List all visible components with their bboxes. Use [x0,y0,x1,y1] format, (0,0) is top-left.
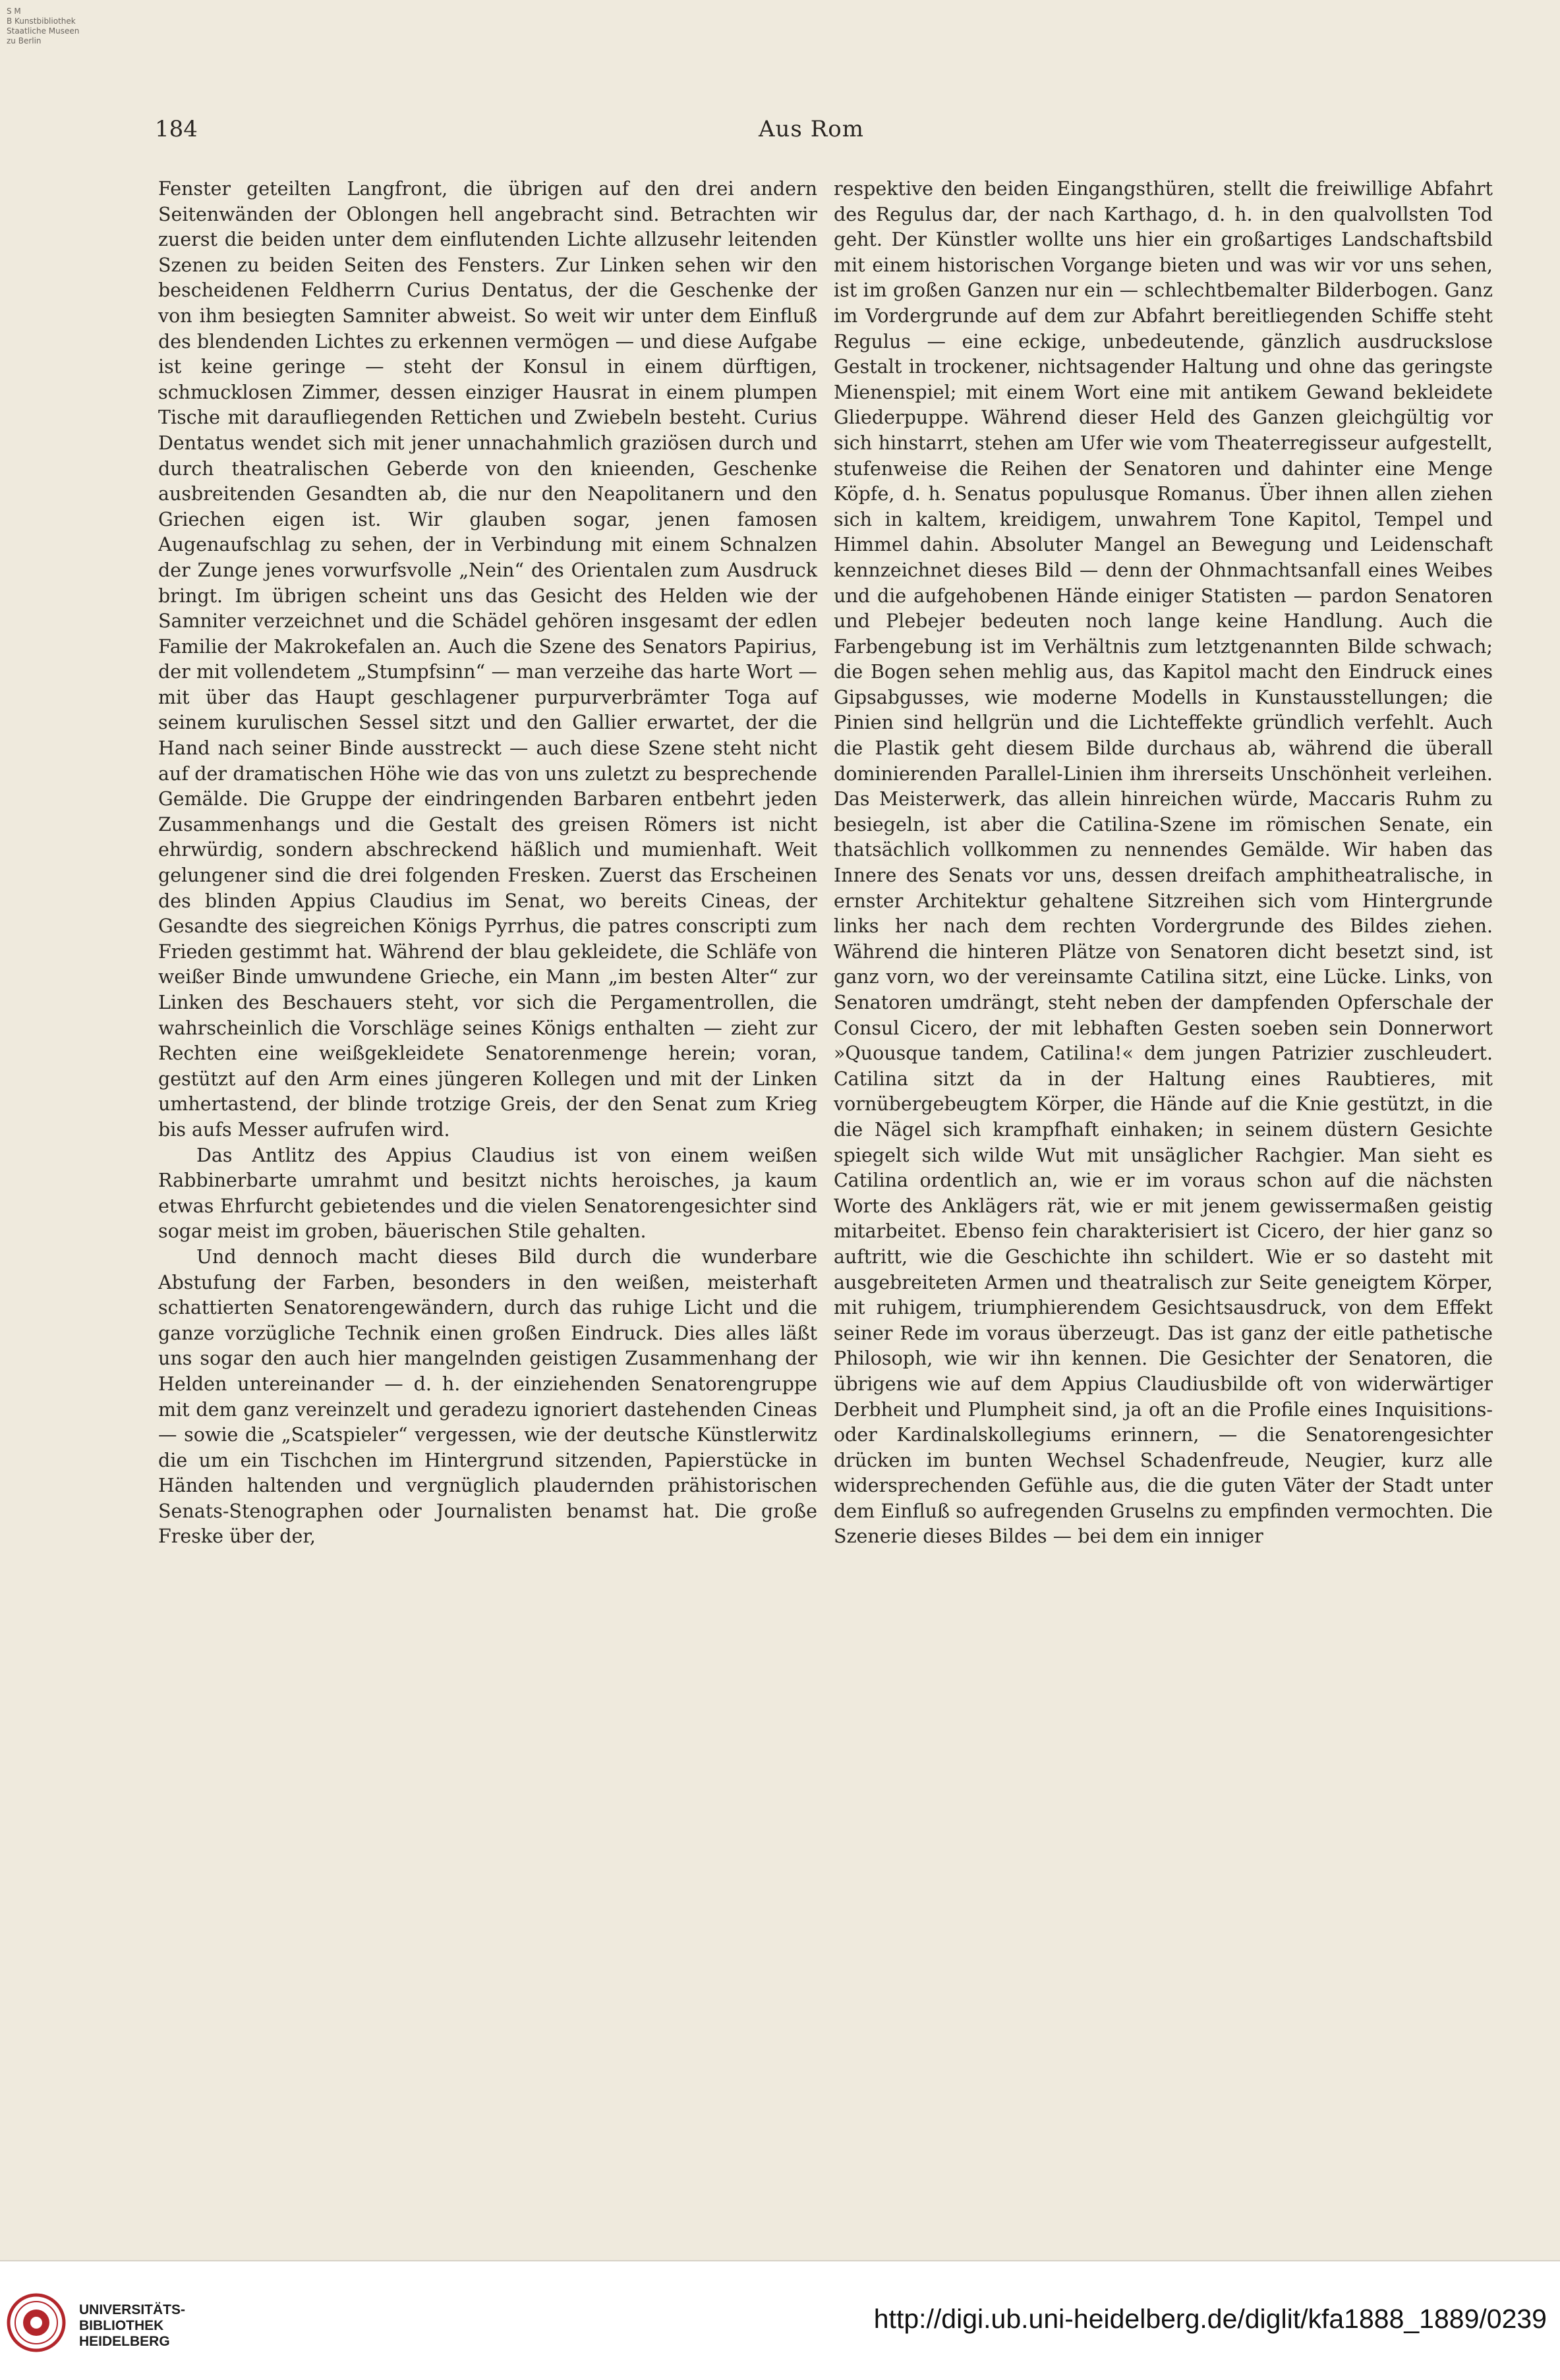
digitization-footer [0,2260,1560,2380]
stamp-line: S M [7,7,21,16]
text-column-left [158,177,817,1550]
library-name [79,2302,185,2350]
stamp-line: B Kunstbibliothek [7,16,76,26]
source-url-link[interactable]: http://digi.ub.uni-heidelberg.de/diglit/kfa1888_1889/0239 [873,2304,1547,2334]
university-seal-icon [7,2293,66,2352]
page-number: 184 [155,116,198,142]
stamp-line: zu Berlin [7,36,42,45]
library-name-line: UNIVERSITÄTS- [79,2302,186,2317]
paragraph: Fenster geteilten Langfront, die übrigen auf den drei andern Seitenwänden der Oblongen hell angebracht sind. Betrachten wir zuerst die beiden unter dem einflutenden Lichte allzusehr leitenden Szenen zu beiden Seiten des Fensters. Zur Linken sehen wir den bescheidenen Feldherrn Curius Dentatus, der die Geschenke der von ihm besiegten Samniter abweist. So weit wir unter dem Einfluß des blendenden Lichtes zu erkennen vermögen — und diese Aufgabe ist keine geringe — steht der Konsul in einem dürftigen, schmucklosen Zimmer, dessen einziger Hausrat in einem plumpen Tische mit daraufliegenden Rettichen und Zwiebeln besteht. Curius Dentatus wendet sich mit jener unnachahmlich graziösen durch und durch theatralischen Geberde von den knieenden, Geschenke ausbreitenden Gesandten ab, die nur den Neapolitanern und den Griechen eigen ist. Wir glauben sogar, jenen famosen Augenaufschlag zu sehen, der in Verbindung mit einem Schnalzen der Zunge jenes vorwurfsvolle „Nein“ des Orientalen zum Ausdruck bringt. Im übrigen scheint uns das Gesicht des Helden wie der Samniter verzeichnet und die Schädel gehören insgesamt der edlen Familie der Makrokefalen an. Auch die Szene des Senators Papirius, der mit vollendetem „Stumpfsinn“ — man verzeihe das harte Wort — mit über das Haupt geschlagener purpurverbrämter Toga auf seinem kurulischen Sessel sitzt und den Gallier erwartet, der die Hand nach seiner Binde ausstreckt — auch diese Szene steht nicht auf der dramatischen Höhe wie das von uns zuletzt zu besprechende Gemälde. Die Gruppe der eindringenden Barbaren entbehrt jeden Zusammenhangs und die Gestalt des greisen Römers ist nicht ehrwürdig, sondern abschreckend häßlich und mumienhaft. Weit gelungener sind die drei folgenden Fresken. Zuerst das Erscheinen des blinden Appius Claudius im Senat, wo bereits Cineas, der Gesandte des siegreichen Königs Pyrrhus, die patres conscripti zum Frieden gestimmt hat. Während der blau gekleidete, die Schläfe von weißer Binde umwundene Grieche, ein Mann „im besten Alter“ zur Linken des Beschauers steht, vor sich die Pergamentrollen, die wahrscheinlich die Vorschläge seines Königs enthalten — zieht zur Rechten eine weißgekleidete Senatorenmenge herein; voran, gestützt auf den Arm eines jüngeren Kollegen und mit der Linken umhertastend, der blinde trotzige Greis, der den Senat zum Krieg bis aufs Messer aufrufen wird. [158,178,817,1141]
stamp-line: Staatliche Museen [7,26,80,36]
paragraph: respektive den beiden Eingangsthüren, stellt die freiwillige Abfahrt des Regulus dar, der nach Karthago, d. h. in den qualvollsten Tod geht. Der Künstler wollte uns hier ein großartiges Landschaftsbild mit einem historischen Vorgange bieten und was wir vor uns sehen, ist im großen Ganzen nur ein — schlechtbemalter Bilderbogen. Ganz im Vordergrunde auf dem zur Abfahrt bereitliegenden Schiffe steht Regulus — eine eckige, unbedeutende, gänzlich ausdruckslose Gestalt in trockener, nichtsagender Haltung und ohne das geringste Mienenspiel; mit einem Wort eine mit antikem Gewand bekleidete Gliederpuppe. Während dieser Held des Ganzen gleichgültig vor sich hinstarrt, stehen am Ufer wie vom Theaterregisseur aufgestellt, stufenweise die Reihen der Senatoren und dahinter eine Menge Köpfe, d. h. Senatus populusque Romanus. Über ihnen allen ziehen sich in kaltem, kreidigem, unwahrem Tone Kapitol, Tempel und Himmel dahin. Absoluter Mangel an Bewegung und Leidenschaft kennzeichnet dieses Bild — denn der Ohnmachtsanfall eines Weibes und die aufgehobenen Hände einiger Statisten — pardon Senatoren und Plebejer bedeuten noch lange keine Handlung. Auch die Farbengebung ist im Verhältnis zum letztgenannten Bilde schwach; die Bogen sehen mehlig aus, das Kapitol macht den Eindruck eines Gipsabgusses, wie moderne Modells in Kunstausstellungen; die Pinien sind hellgrün und die Lichteffekte gründlich verfehlt. Auch die Plastik geht diesem Bilde durchaus ab, während die überall dominierenden Parallel-Linien ihm ihrerseits Unschönheit verleihen. Das Meisterwerk, das allein hinreichen würde, Maccaris Ruhm zu besiegeln, ist aber die Catilina-Szene im römischen Senate, ein thatsächlich vollkommen zu nennendes Gemälde. Wir haben das Innere des Senats vor uns, dessen dreifach amphitheatralische, in ernster Architektur gehaltene Sitzreihen sich vom Hintergrunde links her nach dem rechten Vordergrunde des Bildes ziehen. Während die hinteren Plätze von Senatoren dicht besetzt sind, ist ganz vorn, wo der vereinsamte Catilina sitzt, eine Lücke. Links, von Senatoren umdrängt, steht neben der dampfenden Opferschale der Consul Cicero, der mit lebhaften Gesten soeben sein Donnerwort »Quousque tandem, Catilina!« dem jungen Patrizier zuschleudert. Catilina sitzt da in der Haltung eines Raubtieres, mit vornübergebeugtem Körper, die Hände auf die Knie gestützt, in die die Nägel sich krampfhaft einhaken; in seinem düstern Gesichte spiegelt sich wilde Wut mit unsäglicher Rachgier. Man sieht es Catilina ordentlich an, wie er im voraus schon auf die nächsten Worte des Anklägers rät, wie er mit jenem gewissermaßen geistig mitarbeitet. Ebenso fein charakterisiert ist Cicero, der hier ganz so auftritt, wie die Geschichte ihn schildert. Wie er so dasteht mit ausgebreiteten Armen und theatralisch zur Seite geneigtem Körper, mit ruhigem, triumphierendem Gesichtsausdruck, von dem Effekt seiner Rede im voraus überzeugt. Das ist ganz der eitle pathetische Philosoph, wie wir ihn kennen. Die Gesichter der Senatoren, die übrigens wie auf dem Appius Claudiusbilde oft von widerwärtiger Derbheit und Plumpheit sind, ja oft an die Profile eines Inquisitions- oder Kardinalskollegiums erinnern, — die Senatorengesichter drücken im bunten Wechsel Schadenfreude, Neugier, kurz alle widersprechenden Gefühle aus, die die guten Väter der Stadt unter dem Einfluß so aufregenden Gruselns zu empfinden vermochten. Die Szenerie dieses Bildes — bei dem ein inniger [834,178,1493,1548]
library-name-line: BIBLIOTHEK [79,2318,164,2333]
running-head: Aus Rom [758,116,865,142]
text-column-right [834,177,1493,1550]
paragraph: Das Antlitz des Appius Claudius ist von einem weißen Rabbinerbarte umrahmt und besitzt nichts heroisches, ja kaum etwas Ehrfurcht gebietendes und die vielen Senatorengesichter sind sogar meist im groben, bäuerischen Stile gehalten. [158,1144,817,1243]
page-header [155,111,1468,150]
paragraph: Und dennoch macht dieses Bild durch die wunderbare Abstufung der Farben, besonders in den weißen, meisterhaft schattierten Senatorengewändern, durch das ruhige Licht und die ganze vorzügliche Technik einen großen Eindruck. Dies alles läßt uns sogar den auch hier mangelnden geistigen Zusammenhang der Helden untereinander — d. h. der einziehenden Senatorengruppe mit dem ganz vereinzelt und geradezu ignoriert dastehenden Cineas — sowie die „Scatspieler“ vergessen, wie der deutsche Künstlerwitz die um ein Tischchen im Hintergrund sitzenden, Papierstücke in Händen haltenden und vergnüglich plaudernden prähistorischen Senats-Stenographen oder Journalisten benamst hat. Die große Freske über der, [158,1245,817,1548]
library-name-line: HEIDELBERG [79,2334,170,2349]
library-stamp [7,7,152,46]
